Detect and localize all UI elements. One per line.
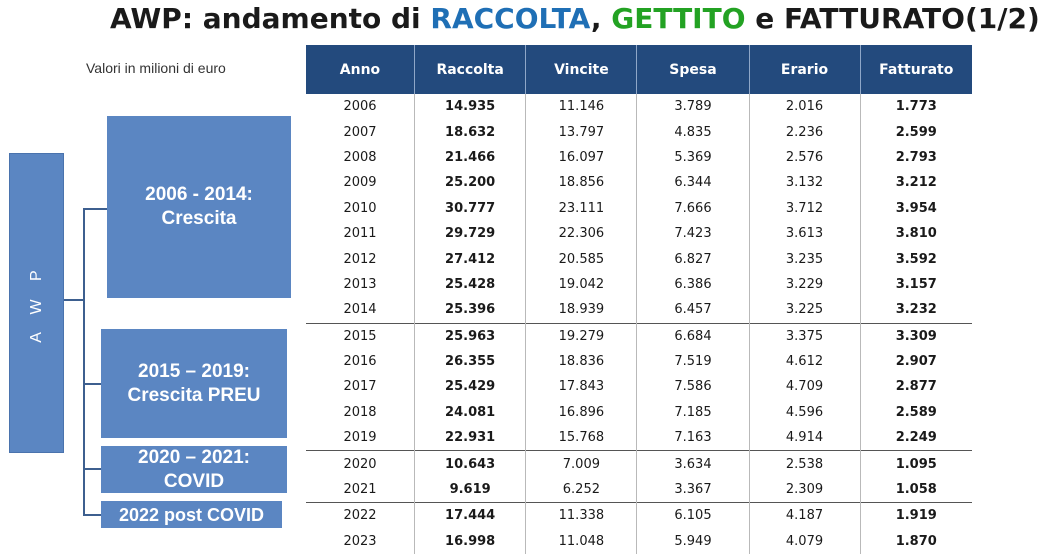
cell-erario: 2.016: [749, 94, 860, 119]
cell-spesa: 5.369: [637, 145, 749, 170]
cell-anno: 2016: [306, 349, 414, 374]
cell-spesa: 7.519: [637, 349, 749, 374]
cell-raccolta: 26.355: [414, 349, 525, 374]
table-row: [306, 272, 972, 297]
cell-fatturato: 3.592: [895, 251, 937, 267]
cell-anno: 2018: [306, 400, 414, 425]
cell-erario: 2.309: [749, 477, 860, 503]
cell-spesa: 7.586: [637, 374, 749, 399]
title-gettito: GETTITO: [611, 2, 746, 35]
cell-anno: 2012: [306, 246, 414, 271]
cell-fatturato: 1.058: [895, 482, 937, 498]
cell-vincite: 11.048: [526, 529, 637, 554]
page-title: [110, 2, 1040, 35]
cell-erario: 3.613: [749, 221, 860, 246]
cell-erario: 2.538: [749, 451, 860, 477]
cell-erario: 2.236: [749, 119, 860, 144]
cell-raccolta: 22.931: [414, 425, 525, 451]
cell-vincite: 16.896: [526, 400, 637, 425]
cell-raccolta: 18.632: [414, 119, 525, 144]
group-box-covid: [101, 446, 287, 493]
table-row: [306, 170, 972, 195]
cell-fatturato: 2.599: [895, 124, 937, 140]
cell-vincite: 19.042: [526, 272, 637, 297]
cell-erario: 2.576: [749, 145, 860, 170]
cell-vincite: 18.939: [526, 297, 637, 323]
table-row: [306, 425, 972, 451]
cell-anno: 2011: [306, 221, 414, 246]
cell-fatturato: 2.877: [895, 379, 937, 395]
cell-anno: 2015: [306, 323, 414, 349]
cell-erario: 3.235: [749, 246, 860, 271]
cell-anno: 2021: [306, 477, 414, 503]
table-row: [306, 503, 972, 529]
cell-raccolta: 25.200: [414, 170, 525, 195]
cell-raccolta: 17.444: [414, 503, 525, 529]
cell-anno: 2008: [306, 145, 414, 170]
cell-anno: 2014: [306, 297, 414, 323]
header-anno: Anno: [306, 45, 414, 94]
cell-fatturato: 2.793: [895, 149, 937, 165]
cell-raccolta: 14.935: [414, 94, 525, 119]
cell-anno: 2013: [306, 272, 414, 297]
awp-box: [9, 153, 64, 453]
connector-branch-2: [83, 383, 101, 385]
cell-fatturato: 3.954: [895, 200, 937, 216]
cell-raccolta: 21.466: [414, 145, 525, 170]
title-raccolta: RACCOLTA: [430, 2, 591, 35]
table-row: [306, 349, 972, 374]
table-row: [306, 221, 972, 246]
cell-erario: 4.079: [749, 529, 860, 554]
cell-vincite: 11.338: [526, 503, 637, 529]
cell-erario: 4.914: [749, 425, 860, 451]
header-fatturato: Fatturato: [860, 45, 972, 94]
header-erario: Erario: [749, 45, 860, 94]
cell-erario: 4.709: [749, 374, 860, 399]
cell-erario: 3.375: [749, 323, 860, 349]
cell-spesa: 4.835: [637, 119, 749, 144]
cell-vincite: 17.843: [526, 374, 637, 399]
table-row: [306, 451, 972, 477]
title-separator: ,: [590, 2, 612, 35]
connector-branch-3: [83, 468, 101, 470]
group-label: 2015 – 2019: Crescita PREU: [127, 360, 261, 406]
cell-vincite: 18.836: [526, 349, 637, 374]
title-prefix: AWP: andamento di: [110, 2, 431, 35]
group-box-post-covid: [101, 501, 282, 528]
cell-raccolta: 25.963: [414, 323, 525, 349]
cell-raccolta: 16.998: [414, 529, 525, 554]
table-row: [306, 477, 972, 503]
cell-spesa: 6.457: [637, 297, 749, 323]
cell-spesa: 6.827: [637, 246, 749, 271]
cell-anno: 2019: [306, 425, 414, 451]
table-row: [306, 119, 972, 144]
group-label: 2020 – 2021: COVID: [138, 446, 250, 492]
cell-erario: 3.132: [749, 170, 860, 195]
table-row: [306, 246, 972, 271]
cell-fatturato: 2.589: [895, 404, 937, 420]
table-row: [306, 94, 972, 119]
cell-vincite: 18.856: [526, 170, 637, 195]
cell-raccolta: 25.428: [414, 272, 525, 297]
units-note: Valori in milioni di euro: [86, 60, 226, 76]
cell-spesa: 7.423: [637, 221, 749, 246]
cell-fatturato: 2.249: [895, 430, 937, 446]
connector-branch-1: [83, 208, 107, 210]
table-header-row: [306, 45, 972, 94]
cell-vincite: 13.797: [526, 119, 637, 144]
cell-spesa: 6.386: [637, 272, 749, 297]
cell-fatturato: 3.157: [895, 276, 937, 292]
cell-fatturato: 1.095: [860, 451, 972, 477]
cell-erario: 3.229: [749, 272, 860, 297]
cell-spesa: 7.185: [637, 400, 749, 425]
cell-anno: 2009: [306, 170, 414, 195]
cell-anno: 2010: [306, 196, 414, 221]
table-body: [306, 94, 972, 554]
cell-raccolta: 29.729: [414, 221, 525, 246]
cell-spesa: 6.344: [637, 170, 749, 195]
awp-label: A W P: [27, 263, 45, 343]
cell-erario: 4.596: [749, 400, 860, 425]
cell-spesa: 3.634: [637, 451, 749, 477]
table-row: [306, 196, 972, 221]
table-row: [306, 400, 972, 425]
cell-raccolta: 25.429: [414, 374, 525, 399]
group-label: 2022 post COVID: [118, 504, 265, 525]
cell-vincite: 19.279: [526, 323, 637, 349]
data-table: [306, 45, 972, 554]
cell-erario: 4.612: [749, 349, 860, 374]
cell-vincite: 22.306: [526, 221, 637, 246]
cell-vincite: 15.768: [526, 425, 637, 451]
cell-vincite: 6.252: [526, 477, 637, 503]
table-row: [306, 297, 972, 323]
cell-spesa: 3.789: [637, 94, 749, 119]
table-row: [306, 529, 972, 554]
cell-fatturato: 3.810: [895, 226, 937, 242]
cell-raccolta: 30.777: [414, 196, 525, 221]
cell-erario: 3.712: [749, 196, 860, 221]
cell-fatturato: 2.907: [895, 354, 937, 370]
cell-fatturato: 1.773: [895, 99, 937, 115]
cell-fatturato: 3.309: [860, 323, 972, 349]
table-row: [306, 145, 972, 170]
cell-vincite: 20.585: [526, 246, 637, 271]
header-raccolta: Raccolta: [414, 45, 525, 94]
cell-raccolta: 25.396: [414, 297, 525, 323]
cell-spesa: 7.666: [637, 196, 749, 221]
cell-spesa: 3.367: [637, 477, 749, 503]
cell-erario: 4.187: [749, 503, 860, 529]
cell-raccolta: 9.619: [414, 477, 525, 503]
table-row: [306, 323, 972, 349]
title-conjunction: e: [745, 2, 785, 35]
cell-anno: 2023: [306, 529, 414, 554]
cell-anno: 2017: [306, 374, 414, 399]
cell-vincite: 23.111: [526, 196, 637, 221]
group-box-crescita: [107, 116, 291, 298]
cell-anno: 2020: [306, 451, 414, 477]
cell-spesa: 6.105: [637, 503, 749, 529]
cell-vincite: 7.009: [526, 451, 637, 477]
connector-branch-4: [83, 514, 101, 516]
cell-fatturato: 3.232: [895, 302, 937, 318]
title-fatturato: FATTURATO(1/2): [784, 2, 1040, 35]
group-label: 2006 - 2014: Crescita: [145, 184, 253, 229]
cell-spesa: 6.684: [637, 323, 749, 349]
cell-fatturato: 3.212: [895, 175, 937, 191]
group-box-crescita-preu: [101, 329, 287, 438]
cell-spesa: 7.163: [637, 425, 749, 451]
cell-anno: 2022: [306, 503, 414, 529]
cell-raccolta: 24.081: [414, 400, 525, 425]
table-row: [306, 374, 972, 399]
cell-spesa: 5.949: [637, 529, 749, 554]
cell-erario: 3.225: [749, 297, 860, 323]
cell-vincite: 16.097: [526, 145, 637, 170]
cell-raccolta: 27.412: [414, 246, 525, 271]
cell-anno: 2006: [306, 94, 414, 119]
cell-vincite: 11.146: [526, 94, 637, 119]
connector-stub: [64, 299, 84, 301]
cell-anno: 2007: [306, 119, 414, 144]
header-spesa: Spesa: [637, 45, 749, 94]
cell-fatturato: 1.870: [895, 533, 937, 549]
cell-raccolta: 10.643: [414, 451, 525, 477]
header-vincite: Vincite: [526, 45, 637, 94]
cell-fatturato: 1.919: [860, 503, 972, 529]
